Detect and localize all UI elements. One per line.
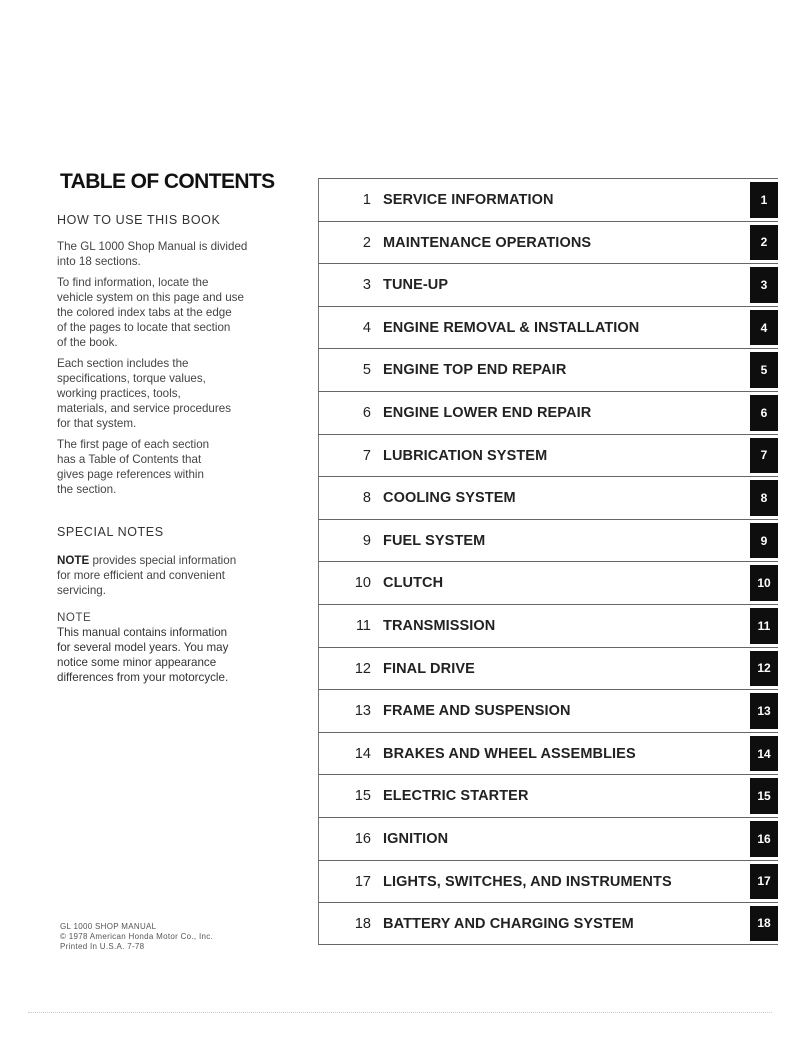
section-row[interactable] xyxy=(318,221,778,264)
section-row[interactable] xyxy=(318,647,778,690)
note-label: NOTE xyxy=(57,554,90,567)
how-to-paragraph: Each section includes the specifications, torque values, working practices, tools, materials, and service procedures for that system. xyxy=(57,357,231,430)
index-tab[interactable]: 12 xyxy=(750,651,778,687)
footer-line: GL 1000 SHOP MANUAL xyxy=(60,922,157,931)
section-row[interactable] xyxy=(318,263,778,306)
section-title[interactable]: FUEL SYSTEM xyxy=(383,532,486,549)
note-description xyxy=(57,553,297,598)
page-title: TABLE OF CONTENTS xyxy=(60,170,275,193)
section-number: 18 xyxy=(354,916,371,933)
section-row[interactable] xyxy=(318,604,778,647)
index-tab[interactable]: 13 xyxy=(750,693,778,729)
index-tab[interactable]: 18 xyxy=(750,906,778,941)
section-row[interactable] xyxy=(318,561,778,604)
index-tab[interactable]: 1 xyxy=(750,182,778,218)
section-row[interactable] xyxy=(318,689,778,732)
index-tab[interactable]: 9 xyxy=(750,523,778,559)
section-title[interactable]: SERVICE INFORMATION xyxy=(383,192,554,208)
section-row[interactable] xyxy=(318,817,778,860)
section-row[interactable] xyxy=(318,774,778,817)
section-number: 16 xyxy=(354,830,371,847)
section-title[interactable]: TRANSMISSION xyxy=(383,617,496,634)
section-row[interactable] xyxy=(318,348,778,391)
section-number: 7 xyxy=(362,447,371,464)
section-number: 11 xyxy=(355,617,371,634)
section-number: 3 xyxy=(362,277,371,294)
section-number: 9 xyxy=(362,532,371,549)
index-tab[interactable]: 4 xyxy=(750,310,778,346)
instructions-column xyxy=(57,213,297,685)
section-number: 4 xyxy=(362,319,371,336)
section-title[interactable]: MAINTENANCE OPERATIONS xyxy=(383,234,592,251)
section-title[interactable]: TUNE-UP xyxy=(383,277,449,294)
section-number: 8 xyxy=(362,490,371,507)
index-tab[interactable]: 14 xyxy=(750,736,778,772)
special-notes-heading: SPECIAL NOTES xyxy=(57,525,164,539)
index-tab[interactable]: 15 xyxy=(750,778,778,814)
section-title[interactable]: FRAME AND SUSPENSION xyxy=(383,703,571,720)
section-row[interactable] xyxy=(318,519,778,562)
page-bottom-rule xyxy=(28,1012,772,1013)
section-title[interactable]: CLUTCH xyxy=(383,575,444,592)
section-row[interactable] xyxy=(318,306,778,349)
section-title[interactable]: FINAL DRIVE xyxy=(383,660,475,677)
section-title[interactable]: ENGINE REMOVAL & INSTALLATION xyxy=(383,319,640,336)
how-to-paragraph: To find information, locate the vehicle system on this page and use the colored index tabs at the edge of the pages to locate that section of the book. xyxy=(57,276,244,349)
section-number: 10 xyxy=(354,575,371,592)
section-title[interactable]: LUBRICATION SYSTEM xyxy=(383,447,548,464)
section-number: 15 xyxy=(354,788,371,805)
section-number: 17 xyxy=(354,873,371,890)
section-row[interactable] xyxy=(318,902,778,945)
section-title[interactable]: BRAKES AND WHEEL ASSEMBLIES xyxy=(383,745,636,762)
section-title[interactable]: COOLING SYSTEM xyxy=(383,490,516,507)
index-tab[interactable]: 11 xyxy=(750,608,778,644)
section-row[interactable] xyxy=(318,391,778,434)
section-number: 1 xyxy=(362,192,371,208)
section-number: 13 xyxy=(354,703,371,720)
section-number: 2 xyxy=(362,234,371,251)
how-to-paragraph: The GL 1000 Shop Manual is divided into 18 sections. xyxy=(57,240,248,268)
section-list xyxy=(318,178,778,945)
index-tab[interactable]: 10 xyxy=(750,565,778,601)
section-title[interactable]: BATTERY AND CHARGING SYSTEM xyxy=(383,916,634,933)
index-tab[interactable]: 2 xyxy=(750,225,778,261)
index-tab[interactable]: 6 xyxy=(750,395,778,431)
note-text: provides special information for more efficient and convenient servicing. xyxy=(57,554,237,597)
footer-imprint xyxy=(60,922,213,952)
section-row[interactable] xyxy=(318,434,778,477)
index-tab[interactable]: 8 xyxy=(750,480,778,516)
footer-line: © 1978 American Honda Motor Co., Inc. xyxy=(60,932,214,941)
section-row[interactable] xyxy=(318,476,778,519)
section-title[interactable]: LIGHTS, SWITCHES, AND INSTRUMENTS xyxy=(383,873,672,890)
section-row[interactable] xyxy=(318,178,778,221)
section-title[interactable]: ENGINE LOWER END REPAIR xyxy=(383,404,592,421)
section-title[interactable]: IGNITION xyxy=(383,830,449,847)
note-model-years: This manual contains information for several model years. You may notice some minor appearance differences from your motorcycle. xyxy=(57,626,229,684)
index-tab[interactable]: 7 xyxy=(750,438,778,474)
section-number: 14 xyxy=(354,745,371,762)
index-tab[interactable]: 16 xyxy=(750,821,778,857)
section-row[interactable] xyxy=(318,732,778,775)
section-title[interactable]: ENGINE TOP END REPAIR xyxy=(383,362,567,379)
footer-line: Printed In U.S.A. 7-78 xyxy=(60,942,145,951)
index-tab[interactable]: 17 xyxy=(750,864,778,900)
note-label-plain: NOTE xyxy=(57,611,92,624)
section-number: 12 xyxy=(354,660,371,677)
how-to-paragraph: The first page of each section has a Table of Contents that gives page references within the section. xyxy=(57,438,210,496)
section-number: 6 xyxy=(362,404,371,421)
index-tab[interactable]: 5 xyxy=(750,352,778,388)
index-tab[interactable]: 3 xyxy=(750,267,778,303)
section-title[interactable]: ELECTRIC STARTER xyxy=(383,788,529,805)
how-to-heading: HOW TO USE THIS BOOK xyxy=(57,213,221,227)
section-row[interactable] xyxy=(318,860,778,903)
section-number: 5 xyxy=(362,362,371,379)
